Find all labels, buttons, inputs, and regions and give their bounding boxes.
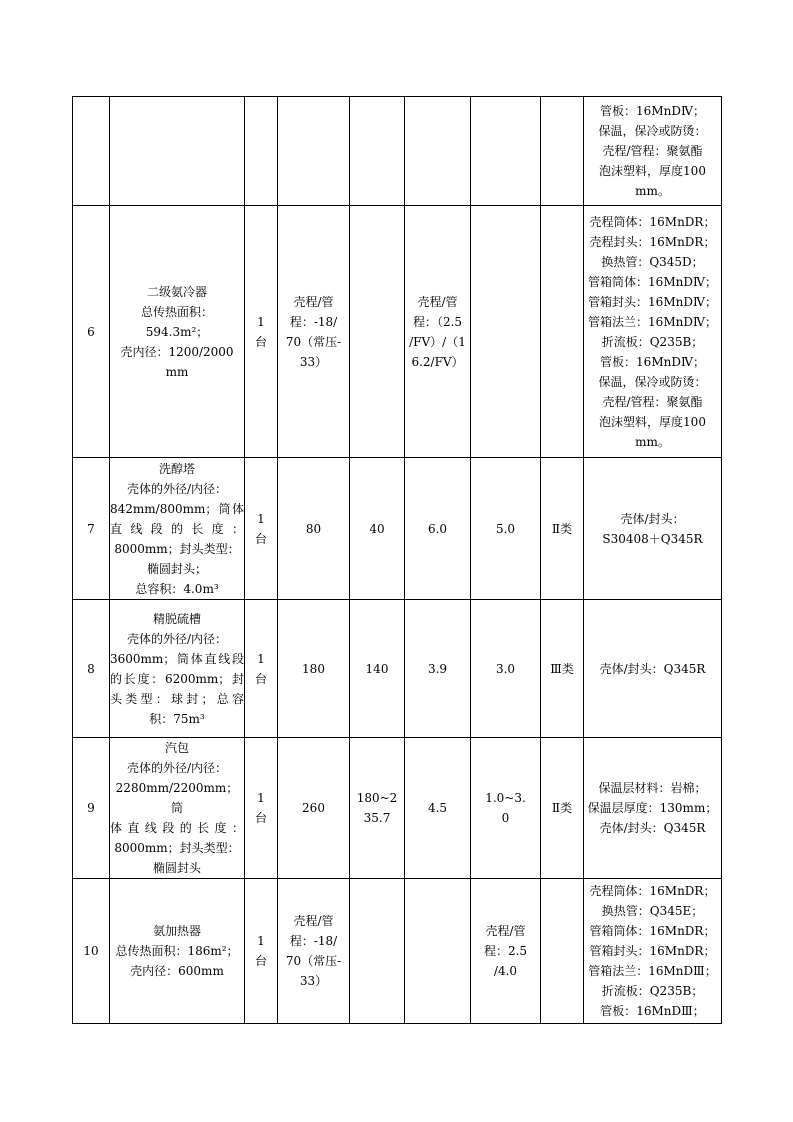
pressure2-text: 5.0 [495,521,516,536]
cell-pressure2 [471,738,541,879]
table-row [73,600,722,738]
qty-text: 1 台 [254,934,267,968]
category-text: Ⅱ类 [551,801,573,815]
cell-temp [278,600,350,738]
remarks-line: 换热管：Q345E； [601,904,704,918]
qty-text: 1 台 [254,791,267,825]
name-line: 二级氨冷器 [146,284,207,299]
no-text: 9 [87,801,95,815]
cell-name [110,97,245,206]
qty-text: 1 台 [254,651,267,686]
name-line: 壳体的外径/内径： [126,761,228,775]
cell-no [73,206,110,458]
remarks-line: 壳程筒体：16MnDR； [589,214,716,229]
cell-category [541,97,584,206]
cell-qty [245,738,278,879]
category-text: Ⅱ类 [551,521,573,536]
cell-name [110,600,245,738]
remarks-line: 管箱筒体：16MnDR； [589,924,716,938]
cell-category [541,879,584,1024]
remarks-line: 保温层材料：岩棉； [598,781,707,795]
remarks-line: 壳程/管程：聚氨酯 [602,144,703,158]
cell-pressure2 [471,879,541,1024]
remarks-line: 保温层厚度：130mm； [587,801,718,815]
remarks-line: 泡沫塑料，厚度100 [599,164,706,178]
table-row [73,879,722,1024]
pressure2-text: 3.0 [495,661,516,676]
cell-pressure [405,206,471,458]
cell-remarks [584,879,722,1024]
pressure-text: 壳程/管 程：（2.5 /FV）/（1 6.2/FV） [409,294,466,369]
no-text: 10 [83,944,99,958]
cell-temp2 [350,206,405,458]
name-line: 的长度：6200mm；封 [110,671,244,686]
remarks-line: 管板：16MnDⅢ； [600,1004,705,1018]
name-line: 直线段的长度： [110,521,244,536]
cell-temp [278,879,350,1024]
temp-text: 260 [302,801,325,815]
cell-category [541,600,584,738]
remarks-line: 泡沫塑料，厚度100 [599,414,706,429]
cell-no [73,738,110,879]
cell-qty [245,206,278,458]
cell-temp [278,738,350,879]
temp-text: 180 [302,661,325,676]
remarks-line: 壳程筒体：16MnDR； [589,884,716,898]
name-line: 椭圆封头； [146,561,207,576]
cell-category [541,738,584,879]
cell-pressure2 [471,600,541,738]
name-line: 总容积：4.0m³ [135,581,219,596]
remarks-line: 壳程/管程：聚氨酯 [602,394,703,409]
remarks-line: 壳体/封头：Q345R [599,821,706,835]
cell-qty [245,600,278,738]
table-row [73,458,722,600]
cell-temp2 [350,600,405,738]
table-row [73,738,722,879]
name-line: 洗醇塔 [158,461,195,476]
cell-name [110,458,245,600]
cell-pressure [405,458,471,600]
name-line: 总传热面积：186m²； [115,944,239,958]
name-line: 汽包 [164,741,189,755]
cell-temp [278,97,350,206]
cell-no [73,458,110,600]
cell-temp [278,458,350,600]
name-line: 壳内径：1200/2000 [120,344,234,359]
cell-remarks [584,458,722,600]
name-line: 842mm/800mm；筒体 [110,501,244,516]
pressure2-text: 1.0~3. 0 [485,791,526,825]
cell-temp2 [350,879,405,1024]
temp-text: 80 [305,521,322,536]
name-line: 体直线段的长度： [110,821,244,835]
name-line: 壳内径：600mm [130,964,224,978]
cell-qty [245,97,278,206]
remarks-line: 管板：16MnDⅣ； [600,104,705,118]
no-text: 8 [87,661,95,676]
cell-pressure2 [471,458,541,600]
cell-temp [278,206,350,458]
remarks-line: mm。 [635,184,670,198]
cell-temp2 [350,738,405,879]
name-line: 头类型：球封；总容 [110,691,244,706]
category-text: Ⅲ类 [550,661,574,676]
cell-name [110,738,245,879]
remarks-line: S30408＋Q345R [602,531,703,546]
name-line: 3600mm；筒体直线段 [110,651,244,666]
name-line: mm [165,364,189,379]
remarks-line: 管箱筒体：16MnDⅣ； [588,274,717,289]
cell-pressure [405,97,471,206]
temp2-text: 40 [369,521,385,536]
remarks-line: 管板：16MnDⅣ； [600,354,705,369]
name-line: 总传热面积： [140,304,213,319]
name-line: 壳体的外径/内径： [126,481,228,496]
pressure-text: 4.5 [427,801,448,815]
cell-temp2 [350,97,405,206]
name-line: 2280mm/2200mm；筒 [115,781,239,815]
table-row [73,206,722,458]
cell-pressure2 [471,97,541,206]
pressure2-text: 壳程/管 程：2.5 /4.0 [483,924,528,978]
temp-text: 壳程/管 程：-18/ 70（常压- 33） [285,294,342,369]
cell-name [110,206,245,458]
pressure-text: 6.0 [427,521,448,536]
qty-text: 1 台 [254,511,267,546]
cell-temp2 [350,458,405,600]
remarks-line: 壳体/封头：Q345R [599,661,706,676]
remarks-line: 管箱封头：16MnDR； [589,944,716,958]
cell-pressure [405,879,471,1024]
cell-remarks [584,600,722,738]
remarks-line: mm。 [635,434,670,449]
cell-qty [245,879,278,1024]
cell-pressure [405,738,471,879]
remarks-line: 管箱法兰：16MnDⅢ； [588,964,717,978]
name-line: 椭圆封头 [152,861,201,875]
equipment-spec-table [72,96,722,1024]
remarks-line: 折流板：Q235B； [601,984,704,998]
cell-name [110,879,245,1024]
no-text: 6 [87,324,95,339]
cell-category [541,458,584,600]
table-row [73,97,722,206]
cell-pressure [405,600,471,738]
cell-remarks [584,97,722,206]
cell-no [73,879,110,1024]
remarks-line: 管箱封头：16MnDⅣ； [588,294,717,309]
remarks-line: 壳程封头：16MnDR； [589,234,716,249]
pressure-text: 3.9 [427,661,448,676]
name-line: 氨加热器 [152,924,201,938]
remarks-line: 保温，保冷或防烫： [598,374,707,389]
name-line: 8000mm；封头类型： [114,841,240,855]
cell-category [541,206,584,458]
name-line: 积：75m³ [149,711,205,726]
cell-remarks [584,206,722,458]
remarks-line: 保温，保冷或防烫： [598,124,707,138]
cell-qty [245,458,278,600]
name-line: 精脱硫槽 [152,611,201,626]
qty-text: 1 台 [254,314,267,349]
name-line: 594.3m²； [145,324,209,339]
cell-remarks [584,738,722,879]
temp-text: 壳程/管 程：-18/ 70（常压- 33） [285,914,342,988]
remarks-line: 壳体/封头： [620,511,685,526]
temp2-text: 180~2 35.7 [356,791,398,825]
temp2-text: 140 [365,661,389,676]
name-line: 8000mm；封头类型： [114,541,240,556]
cell-no [73,97,110,206]
cell-no [73,600,110,738]
remarks-line: 换热管：Q345D； [601,254,704,269]
remarks-line: 折流板：Q235B； [601,334,704,349]
remarks-line: 管箱法兰：16MnDⅣ； [588,314,717,329]
cell-pressure2 [471,206,541,458]
name-line: 壳体的外径/内径： [126,631,228,646]
no-text: 7 [87,521,95,536]
